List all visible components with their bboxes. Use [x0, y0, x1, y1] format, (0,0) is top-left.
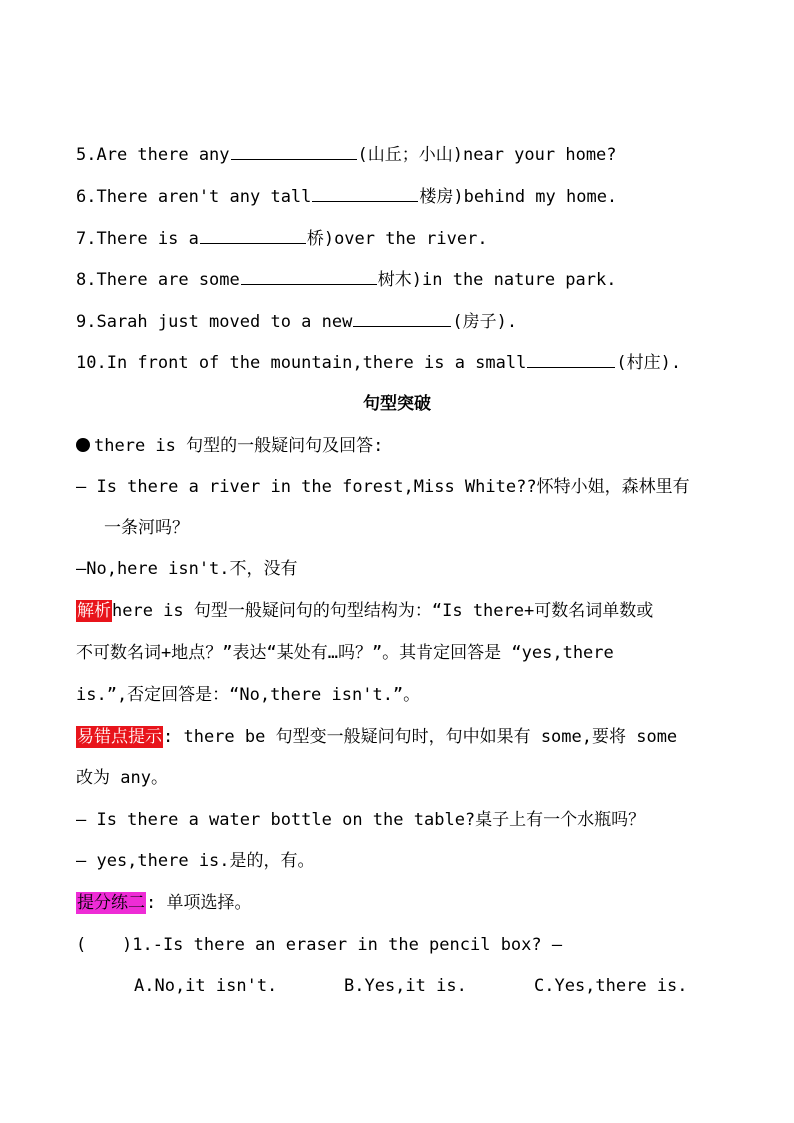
answer-blank-10[interactable]: [527, 350, 615, 368]
question-7-text: 7.There is a: [76, 229, 199, 249]
question-6-text: 6.There aren't any tall: [76, 187, 312, 207]
answer-paren-1[interactable]: (: [76, 935, 87, 955]
question-9-hint: (房子).: [452, 312, 518, 332]
analysis-text-1: here is 句型一般疑问句的句型结构为：“Is there+可数名词单数或: [112, 601, 654, 621]
question-9-text: 9.Sarah just moved to a new: [76, 312, 353, 332]
analysis-tag: 解析: [77, 601, 111, 621]
grammar-point-title: there is 句型的一般疑问句及回答:: [94, 436, 384, 456]
example-1-question: — Is there a river in the forest,Miss White??怀特小姐，森林里有: [76, 477, 690, 497]
tip-line-2: 改为 any。: [76, 768, 168, 788]
option-b[interactable]: B.Yes,it is.: [344, 976, 467, 996]
question-10-text: 10.In front of the mountain,there is a small: [76, 353, 527, 373]
practice-question-1: [76, 933, 562, 957]
option-a[interactable]: A.No,it isn't.: [134, 976, 278, 996]
answer-blank-6[interactable]: [312, 184, 418, 202]
question-8-text: 8.There are some: [76, 270, 240, 290]
practice-heading: [76, 891, 251, 915]
question-10: [76, 350, 681, 374]
example-1-answer: —No,here isn't.不，没有: [76, 559, 298, 579]
option-c[interactable]: C.Yes,there is.: [534, 976, 688, 996]
answer-blank-8[interactable]: [241, 267, 377, 285]
grammar-point: [76, 434, 383, 458]
example-1-question-cont: 一条河吗？: [104, 518, 189, 538]
question-7-hint: 桥)over the river.: [306, 229, 488, 249]
practice-question-1-text: )1.-Is there an eraser in the pencil box? —: [122, 935, 563, 955]
question-7: [76, 226, 488, 250]
practice-instruction: : 单项选择。: [146, 893, 252, 913]
practice-tag: 提分练二: [77, 893, 145, 913]
question-6-hint: 楼房)behind my home.: [419, 187, 618, 207]
question-8: [76, 267, 616, 291]
analysis-line-3: is.”,否定回答是：“No,there isn't.”。: [76, 685, 421, 705]
tip-line-1: [76, 725, 677, 749]
question-8-hint: 树木)in the nature park.: [377, 270, 617, 290]
question-5-hint: (山丘；小山)near your home?: [357, 145, 617, 165]
question-9: [76, 309, 517, 333]
answer-blank-7[interactable]: [200, 226, 306, 244]
question-10-hint: (村庄).: [616, 353, 682, 373]
section-title: 句型突破: [363, 394, 431, 414]
question-5: [76, 142, 617, 166]
example-2-question: — Is there a water bottle on the table?桌子上有一个水瓶吗？: [76, 810, 646, 830]
answer-blank-5[interactable]: [231, 142, 357, 160]
tip-text-1: : there be 句型变一般疑问句时，句中如果有 some,要将 some: [163, 727, 678, 747]
tip-tag: 易错点提示: [77, 727, 162, 747]
analysis-line-2: 不可数名词+地点？”表达“某处有…吗？”。其肯定回答是 “yes,there: [76, 643, 614, 663]
answer-blank-9[interactable]: [353, 309, 451, 327]
question-6: [76, 184, 617, 208]
bullet-icon: [76, 438, 90, 452]
example-2-answer: — yes,there is.是的，有。: [76, 851, 315, 871]
question-5-text: 5.Are there any: [76, 145, 230, 165]
analysis-line-1: [76, 599, 653, 623]
